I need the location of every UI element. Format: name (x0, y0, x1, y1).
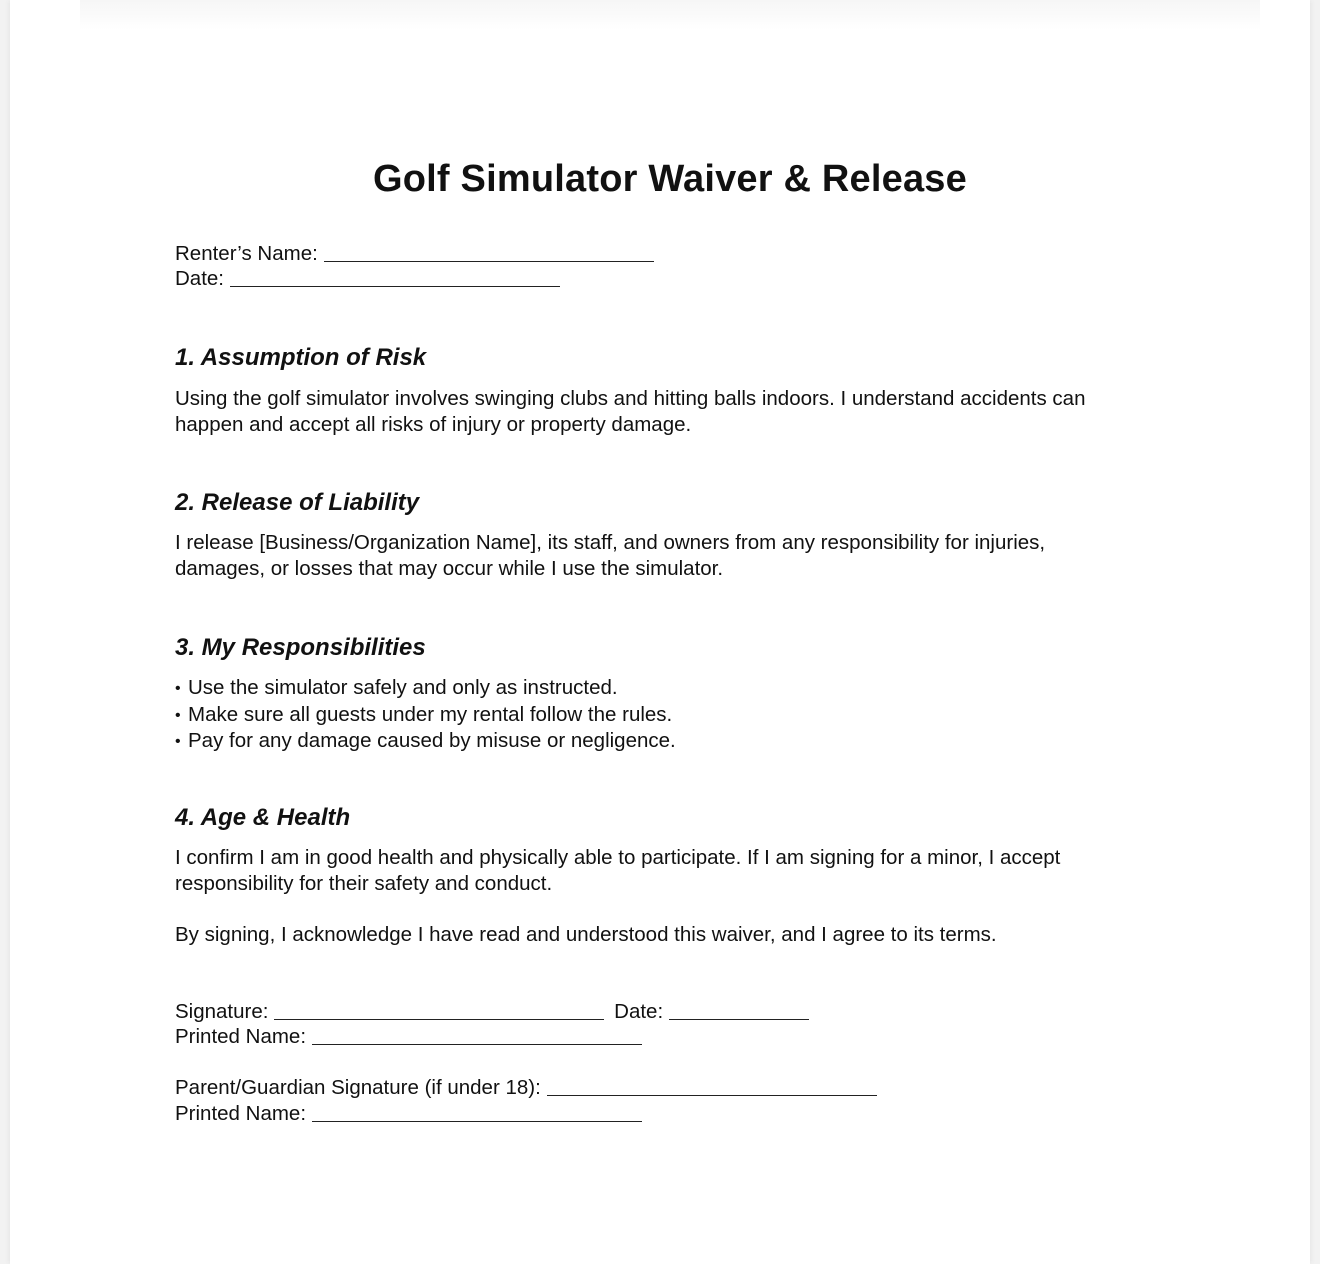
section-4-body (175, 845, 1155, 896)
guardian-signature-field (175, 1075, 877, 1101)
list-item: • Make sure all guests under my rental follow the rules. (175, 702, 676, 729)
renter-name-field (175, 241, 654, 267)
section-3-heading: 3. My Responsibilities (175, 634, 426, 661)
section-2-heading: 2. Release of Liability (175, 489, 420, 516)
section-4-heading: 4. Age & Health (175, 804, 351, 831)
list-item: • Pay for any damage caused by misuse or negligence. (175, 728, 676, 755)
responsibilities-list (175, 675, 676, 755)
guardian-signature-blank[interactable] (547, 1077, 877, 1096)
section-1-body (175, 386, 1155, 437)
guardian-printed-name-field (175, 1101, 642, 1127)
section-4-line-2: responsibility for their safety and conduct. (175, 871, 553, 895)
header-date-blank[interactable] (230, 268, 560, 287)
list-item: • Use the simulator safely and only as instructed. (175, 675, 676, 702)
signature-field (175, 999, 809, 1025)
section-4-line-1: I confirm I am in good health and physically able to participate. If I am signing for a minor, I accept (175, 846, 1061, 869)
signature-date-label: Date: (614, 1000, 664, 1023)
section-2-body (175, 530, 1155, 581)
guardian-signature-label: Parent/Guardian Signature (if under 18): (175, 1076, 541, 1099)
section-1-line-1: Using the golf simulator involves swinging clubs and hitting balls indoors. I understand accidents can (175, 387, 1086, 410)
section-1-line-2: happen and accept all risks of injury or property damage. (175, 412, 692, 436)
printed-name-blank[interactable] (312, 1026, 642, 1045)
signature-blank[interactable] (274, 1001, 604, 1020)
guardian-printed-name-blank[interactable] (312, 1103, 642, 1122)
document-title: Golf Simulator Waiver & Release (373, 158, 967, 200)
guardian-printed-name-label: Printed Name: (175, 1102, 307, 1125)
signature-label: Signature: (175, 1000, 269, 1023)
document-page (10, 0, 1310, 1264)
printed-name-label: Printed Name: (175, 1025, 307, 1048)
section-2-line-2: damages, or losses that may occur while I use the simulator. (175, 556, 724, 580)
acknowledgement-text: By signing, I acknowledge I have read and understood this waiver, and I agree to its terms. (175, 923, 997, 946)
signature-date-blank[interactable] (669, 1001, 809, 1020)
printed-name-field (175, 1024, 642, 1050)
section-1-heading: 1. Assumption of Risk (175, 344, 427, 371)
header-date-label: Date: (175, 267, 224, 290)
section-2-line-1: I release [Business/Organization Name], its staff, and owners from any responsibility for injuries, (175, 531, 1046, 554)
renter-name-label: Renter’s Name: (175, 242, 318, 265)
page-top-shade (80, 0, 1260, 30)
renter-name-blank[interactable] (324, 243, 654, 262)
header-date-field (175, 266, 560, 292)
